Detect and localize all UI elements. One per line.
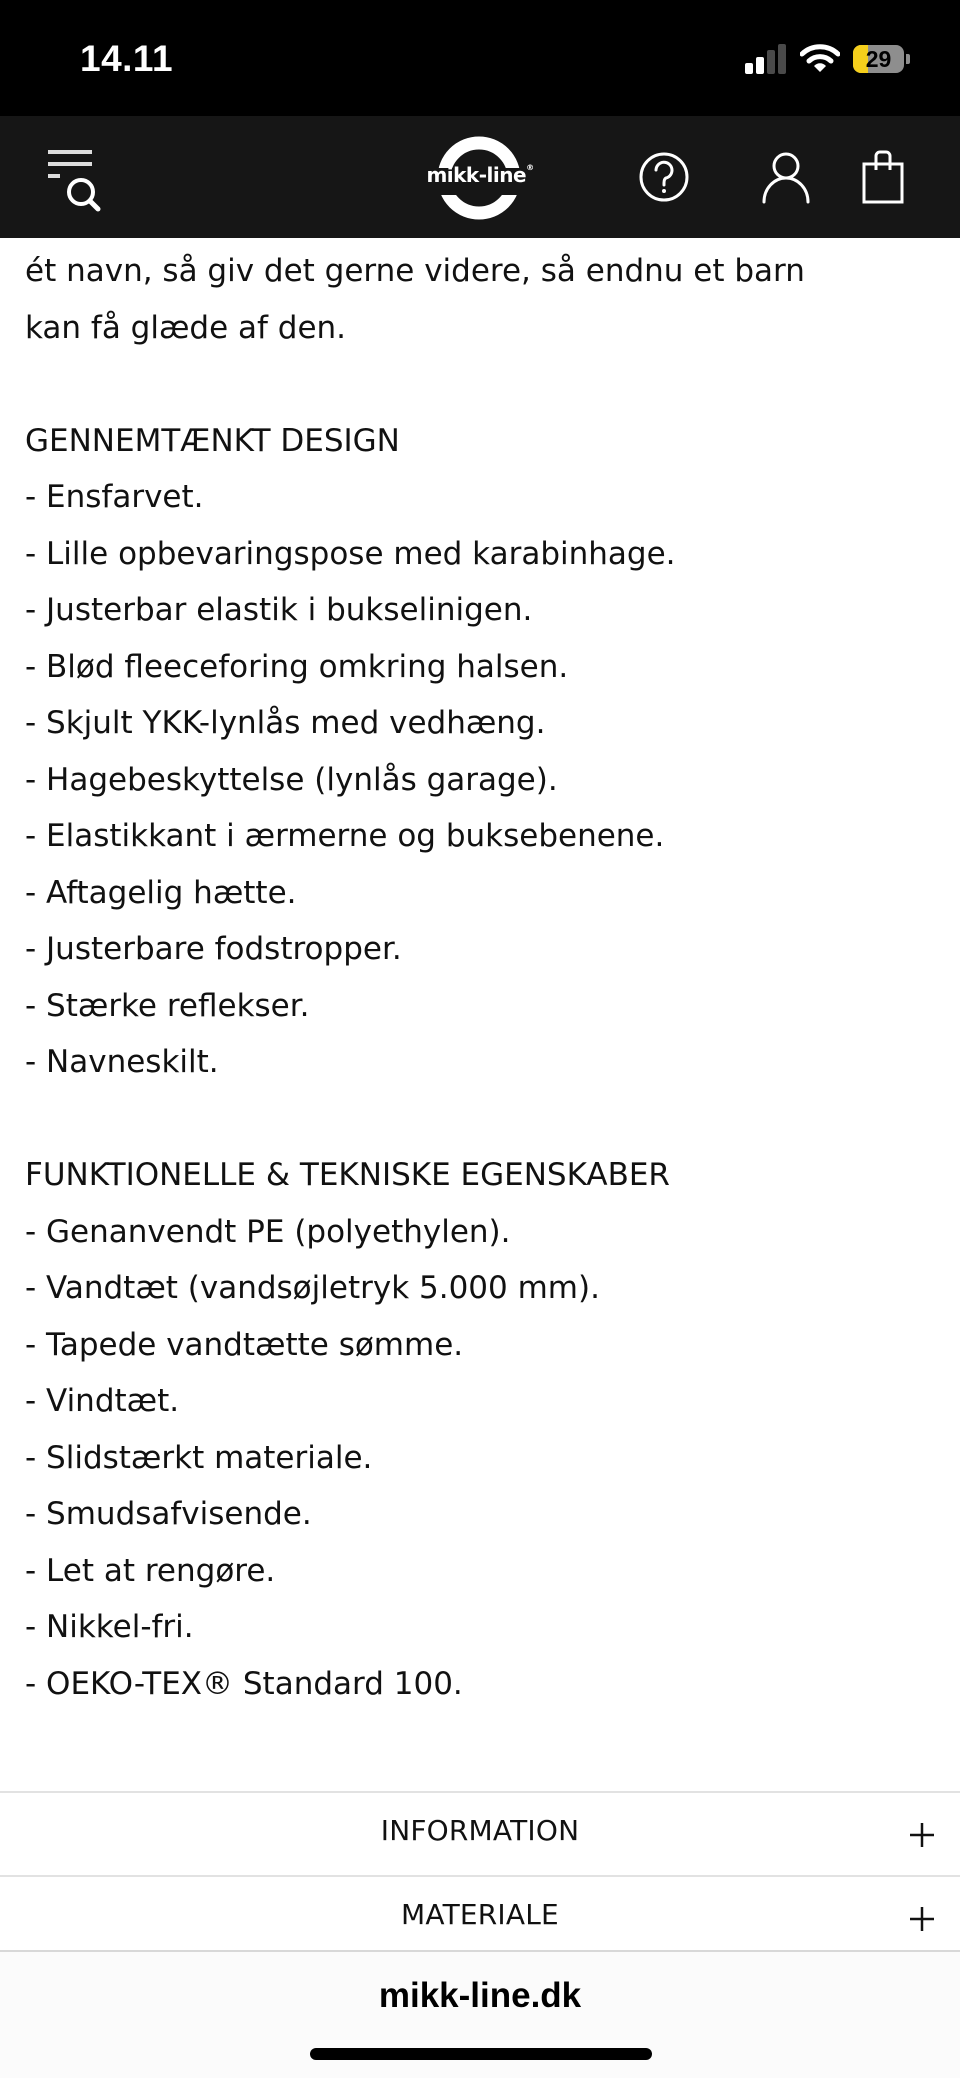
battery-icon (853, 45, 904, 73)
list-item: - Justerbar elastik i bukselinigen. (25, 592, 533, 628)
accordion-label: MATERIALE (401, 1898, 559, 1931)
section-heading-features: FUNKTIONELLE & TEKNISKE EGENSKABER (25, 1157, 670, 1193)
top-nav-bar (0, 116, 960, 238)
url-text[interactable]: mikk-line.dk (378, 1976, 582, 2015)
battery-level: 29 (865, 46, 892, 72)
section-heading-design: GENNEMTÆNKT DESIGN (25, 422, 400, 459)
plus-icon[interactable] (906, 1819, 938, 1851)
menu-search-button[interactable] (44, 146, 112, 216)
list-item: - Lille opbevaringspose med karabinhage. (25, 535, 676, 572)
wifi-icon (800, 43, 840, 73)
list-item: - Justerbare fodstropper. (25, 931, 402, 967)
home-indicator[interactable] (310, 2048, 652, 2060)
intro-line: kan få glæde af den. (25, 309, 347, 346)
product-description (25, 243, 945, 1712)
list-item: - Stærke reflekser. (25, 987, 310, 1024)
user-icon (758, 150, 814, 206)
list-item: - Slidstærkt materiale. (25, 1439, 373, 1476)
list-item: - Vandtæt (vandsøjletryk 5.000 mm). (25, 1270, 600, 1306)
list-item: - Skjult YKK-lynlås med vedhæng. (25, 705, 546, 741)
list-item: - Blød fleeceforing omkring halsen. (25, 648, 569, 685)
battery-cap (906, 54, 910, 64)
logo[interactable] (418, 130, 542, 226)
menu-search-icon (44, 146, 112, 216)
plus-icon[interactable] (906, 1903, 938, 1935)
help-circle-icon (636, 148, 692, 206)
intro-line: ét navn, så giv det gerne videre, så endnu et barn (25, 253, 805, 289)
spacer (25, 356, 945, 413)
status-time: 14.11 (80, 38, 174, 79)
list-item: - Vindtæt. (25, 1383, 180, 1419)
list-item: - Elastikkant i ærmerne og buksebenene. (25, 818, 665, 854)
list-item: - OEKO-TEX® Standard 100. (25, 1665, 463, 1702)
list-item: - Hagebeskyttelse (lynlås garage). (25, 761, 558, 798)
account-button[interactable] (758, 150, 814, 206)
list-item: - Aftagelig hætte. (25, 874, 297, 911)
signal-icon (745, 44, 787, 74)
list-item: - Nikkel-fri. (25, 1609, 194, 1645)
accordion-label: INFORMATION (380, 1814, 580, 1847)
product-accordion (0, 1791, 960, 1950)
list-item: - Let at rengøre. (25, 1552, 276, 1589)
browser-address-bar (0, 1950, 960, 2078)
logo-text: mikk-line® (426, 163, 534, 187)
list-item: - Tapede vandtætte sømme. (25, 1326, 464, 1363)
list-item: - Genanvendt PE (polyethylen). (25, 1213, 511, 1250)
list-item: - Smudsafvisende. (25, 1496, 312, 1532)
list-item: - Navneskilt. (25, 1044, 219, 1080)
accordion-information[interactable] (0, 1791, 960, 1875)
spacer (25, 1091, 945, 1148)
accordion-materiale[interactable] (0, 1875, 960, 1950)
help-button[interactable] (636, 148, 692, 206)
cart-button[interactable] (858, 150, 908, 206)
list-item: - Ensfarvet. (25, 479, 204, 515)
shopping-bag-icon (858, 150, 908, 206)
status-bar (0, 0, 960, 116)
